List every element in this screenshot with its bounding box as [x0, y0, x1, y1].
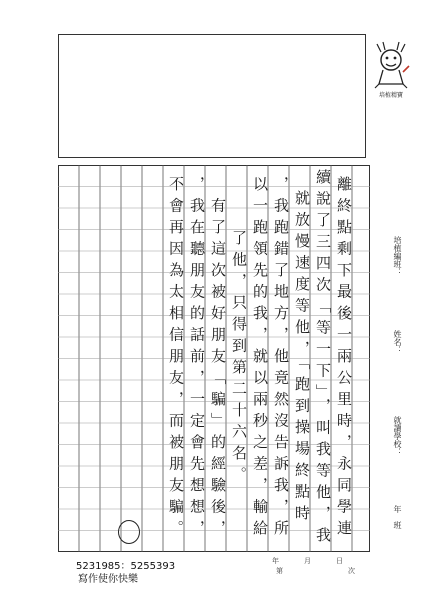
essay-column-text: 有了這次被好朋友「騙」的經驗後，	[209, 175, 227, 542]
date-label-count: 次	[348, 567, 355, 575]
essay-column-2	[312, 165, 333, 552]
essay-column-text: 離終點剩下最後一兩公里時，永同學連	[335, 175, 353, 542]
class-field-label: 培植編班：	[393, 236, 402, 276]
essay-column-text: 以一跑領先的我，就以兩秒之差，輸給	[251, 175, 269, 542]
essay-column-text: ，我跑錯了地方，他竟然沒告訴我，所	[272, 175, 290, 542]
essay-column-1	[333, 165, 354, 552]
school-field-label: 就讀學校：	[393, 416, 402, 456]
essay-column-text: 續說了三四次「等一下」，叫我等他，我	[314, 168, 332, 549]
essay-column-text: 不會再因為太相信朋友，而被朋友騙。	[167, 175, 185, 542]
essay-column-4	[270, 165, 291, 552]
teacher-comment-box	[58, 34, 366, 158]
essay-column-text: 就放慢速度等他，「跑到操場終點時	[293, 190, 311, 527]
date-label-ordinal: 第	[276, 567, 283, 575]
essay-column-8	[186, 165, 207, 552]
essay-column-7	[207, 165, 228, 552]
essay-column-text: ，我在聽朋友的話前，一定會先想想，	[188, 175, 206, 542]
teacher-circle-mark	[118, 520, 140, 544]
date-label-day: 日	[336, 557, 343, 565]
essay-column-text: 了他，只得到第二十六名。	[230, 229, 248, 488]
grade-field-label: 年 班	[393, 505, 402, 529]
essay-column-6	[228, 165, 249, 552]
date-label-month: 月	[304, 557, 311, 565]
essay-column-9	[165, 165, 186, 552]
serial-stamp: 5231985：5255393	[76, 561, 176, 572]
mascot-label: 培植精寶	[378, 92, 403, 99]
footer-caption: 寫作使你快樂	[78, 574, 138, 585]
date-label-year: 年	[272, 557, 279, 565]
name-field-label: 姓名：	[393, 330, 402, 354]
essay-column-3	[291, 165, 312, 552]
essay-column-5	[249, 165, 270, 552]
